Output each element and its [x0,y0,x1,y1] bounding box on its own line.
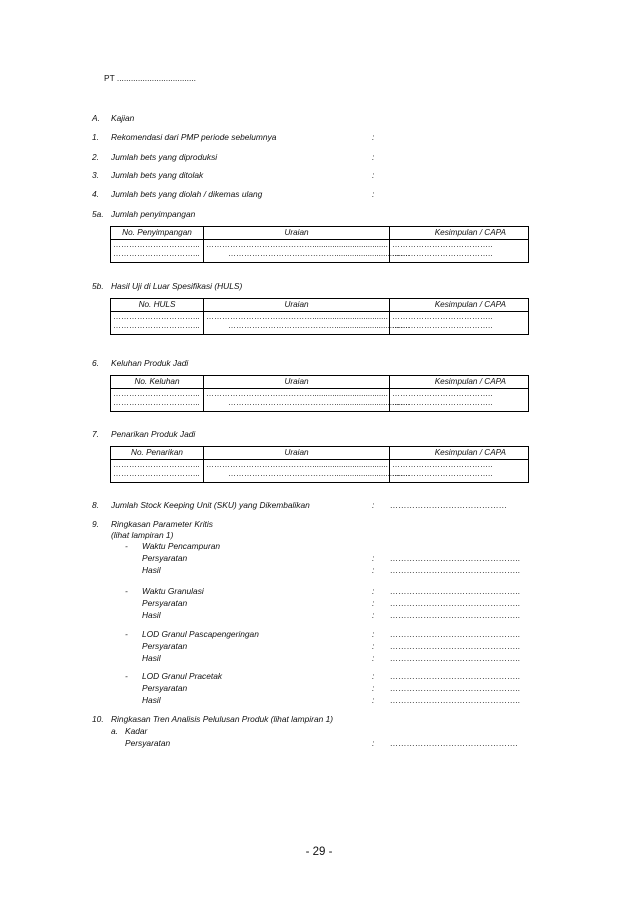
item-colon: : [372,738,375,748]
item-text: Jumlah bets yang diolah / dikemas ulang [111,189,263,199]
column-header: Kesimpulan / CAPA [390,447,529,460]
param-colon: : [372,629,375,639]
param-name: Waktu Pencampuran [142,541,221,551]
column-header: Uraian [204,376,390,389]
param-requirement-label: Persyaratan [142,598,188,608]
huls-table [110,298,529,335]
table-title: Hasil Uji di Luar Spesifikasi (HULS) [111,281,243,291]
column-header: Kesimpulan / CAPA [390,299,529,312]
param-requirement-label: Persyaratan [142,641,188,651]
item-colon: : [372,170,375,180]
param-name: LOD Granul Pascapengeringan [142,629,259,639]
column-header: No. Penyimpangan [111,227,204,240]
param-dash: - [125,541,128,551]
table-cell: ……………………………….. ……………………………….. [390,312,529,335]
section-a-title: Kajian [111,113,135,123]
param-blank: ……………………………………….. [390,653,521,663]
table-cell: ……………………….………….................................. ……………………….………….................................. [204,240,390,263]
param-dash: - [125,629,128,639]
column-header: No. Keluhan [111,376,204,389]
item-blank: ………………………………………. [390,738,518,748]
item-colon: : [372,189,375,199]
sub-item-requirement-label: Persyaratan [125,738,171,748]
column-header: Kesimpulan / CAPA [390,376,529,389]
item-text: Ringkasan Parameter Kritis [111,519,213,529]
param-blank: ……………………………………….. [390,671,521,681]
item-number: 1. [92,132,99,142]
column-header: Uraian [204,227,390,240]
sub-item-name: Kadar [125,726,148,736]
param-colon: : [372,610,375,620]
item-text: Ringkasan Tren Analisis Pelulusan Produk (lihat lampiran 1) [111,714,334,724]
item-number: 8. [92,500,99,510]
param-blank: ……………………………………….. [390,565,521,575]
page-number: - 29 - [305,846,333,858]
table-cell: ……………………….………….................................. ……………………….………….................................. [204,312,390,335]
table-number: 5b. [92,281,104,291]
item-colon: : [372,132,375,142]
section-a-label: A. [92,113,100,123]
param-result-label: Hasil [142,610,161,620]
param-blank: ……………………………………….. [390,695,521,705]
column-header: Uraian [204,447,390,460]
param-blank: ……………………………………….. [390,586,521,596]
table-cell: ……………………………….. ……………………………….. [390,460,529,483]
item-number: 2. [92,152,99,162]
item-colon: : [372,152,375,162]
column-header: Uraian [204,299,390,312]
deviation-table [110,226,529,263]
param-blank: ……………………………………….. [390,598,521,608]
param-result-label: Hasil [142,653,161,663]
param-result-label: Hasil [142,695,161,705]
param-colon: : [372,695,375,705]
item-text: Jumlah bets yang diproduksi [111,152,218,162]
param-blank: ……………………………………….. [390,610,521,620]
param-colon: : [372,553,375,563]
param-blank: ……………………………………….. [390,553,521,563]
param-colon: : [372,671,375,681]
table-title: Penarikan Produk Jadi [111,429,196,439]
table-number: 5a. [92,209,104,219]
table-cell: …………………………... …………………………... [111,389,204,412]
item-blank: …………………………………… [390,500,508,510]
item-number: 10. [92,714,104,724]
table-cell: ……………………….………….................................. ……………………….………….................................. [204,460,390,483]
sub-item-label: a. [111,726,118,736]
table-cell: …………………………... …………………………... [111,240,204,263]
item-text: Jumlah Stock Keeping Unit (SKU) yang Dikembalikan [111,500,310,510]
table-title: Jumlah penyimpangan [111,209,196,219]
item-number: 7. [92,429,99,439]
column-header: Kesimpulan / CAPA [390,227,529,240]
table-title: Keluhan Produk Jadi [111,358,189,368]
param-result-label: Hasil [142,565,161,575]
table-cell: ……………………………….. ……………………………….. [390,389,529,412]
column-header: No. Penarikan [111,447,204,460]
param-dash: - [125,586,128,596]
param-colon: : [372,641,375,651]
item-number: 4. [92,189,99,199]
param-requirement-label: Persyaratan [142,553,188,563]
param-colon: : [372,653,375,663]
item-text: Jumlah bets yang ditolak [111,170,204,180]
item-subtext: (lihat lampiran 1) [111,530,174,540]
column-header: No. HULS [111,299,204,312]
item-number: 9. [92,519,99,529]
param-colon: : [372,598,375,608]
param-colon: : [372,586,375,596]
param-name: LOD Granul Pracetak [142,671,223,681]
recall-table [110,446,529,483]
item-number: 6. [92,358,99,368]
table-cell: …………………………... …………………………... [111,460,204,483]
item-number: 3. [92,170,99,180]
param-name: Waktu Granulasi [142,586,204,596]
param-requirement-label: Persyaratan [142,683,188,693]
item-colon: : [372,500,375,510]
param-dash: - [125,671,128,681]
param-blank: ……………………………………….. [390,629,521,639]
param-colon: : [372,565,375,575]
table-cell: …………………………... …………………………... [111,312,204,335]
table-cell: ……………………………….. ……………………………….. [390,240,529,263]
company-line: PT .................................. [104,73,196,83]
item-text: Rekomendasi dari PMP periode sebelumnya [111,132,277,142]
param-blank: ……………………………………….. [390,683,521,693]
param-colon: : [372,683,375,693]
complaint-table [110,375,529,412]
param-blank: ……………………………………….. [390,641,521,651]
table-cell: ……………………….………….................................. ……………………….………….................................. [204,389,390,412]
